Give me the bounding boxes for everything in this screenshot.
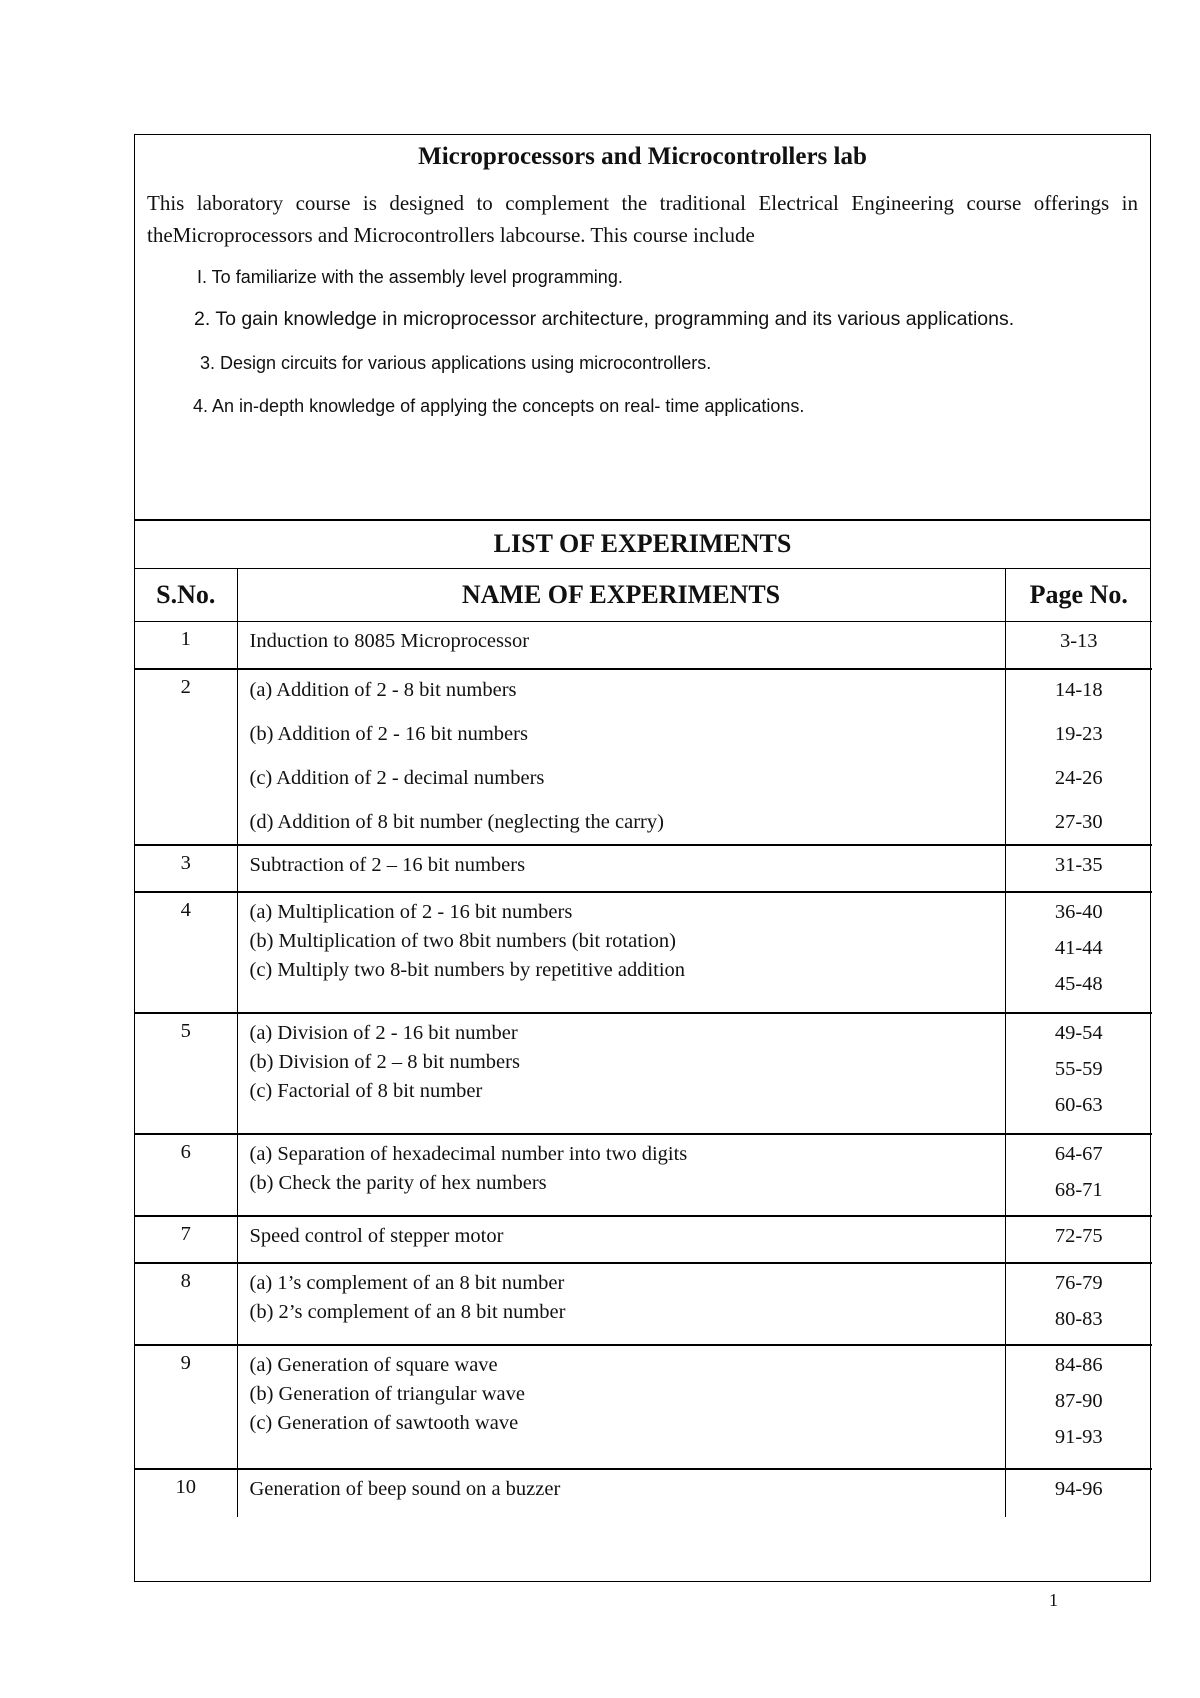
page-range: 91-93	[1054, 1425, 1103, 1448]
table-row	[135, 622, 1152, 669]
row-pages	[1005, 1013, 1152, 1134]
row-names	[237, 622, 1005, 669]
page-range: 14-18	[1054, 678, 1103, 701]
experiment-name: (c) Factorial of 8 bit number	[249, 1079, 483, 1102]
page-range: 76-79	[1054, 1271, 1103, 1294]
table-row	[135, 1134, 1152, 1216]
table-row	[135, 669, 1152, 845]
page-range: 72-75	[1054, 1224, 1103, 1247]
experiment-name: (a) Division of 2 - 16 bit number	[249, 1021, 518, 1044]
row-names	[237, 1134, 1005, 1216]
row-names	[237, 1345, 1005, 1469]
row-pages	[1005, 1134, 1152, 1216]
objective-2: 2. To gain knowledge in microprocessor architecture, programming and its various applications.	[194, 308, 1015, 330]
row-sno: 4	[135, 892, 237, 1013]
experiment-name: (a) Multiplication of 2 - 16 bit numbers	[249, 900, 573, 923]
page-range: 19-23	[1054, 722, 1103, 745]
page-range: 41-44	[1054, 936, 1103, 959]
row-names	[237, 669, 1005, 845]
row-names	[237, 845, 1005, 892]
row-sno: 5	[135, 1013, 237, 1134]
page-range: 94-96	[1054, 1477, 1103, 1500]
row-sno: 8	[135, 1263, 237, 1345]
page-range: 80-83	[1054, 1307, 1103, 1330]
row-pages	[1005, 1345, 1152, 1469]
experiment-name: (c) Generation of sawtooth wave	[249, 1411, 519, 1434]
document-frame	[134, 134, 1151, 1582]
row-pages	[1005, 1263, 1152, 1345]
page-range: 45-48	[1054, 972, 1103, 995]
objective-3: 3. Design circuits for various applications using microcontrollers.	[200, 353, 712, 373]
experiment-name: (c) Multiply two 8-bit numbers by repetitive addition	[249, 958, 686, 981]
row-sno: 2	[135, 669, 237, 845]
header-name: NAME OF EXPERIMENTS	[237, 569, 1005, 622]
experiment-name: (b) Multiplication of two 8bit numbers (bit rotation)	[249, 929, 676, 952]
page-range: 27-30	[1054, 810, 1103, 833]
row-names	[237, 1013, 1005, 1134]
table-row	[135, 1345, 1152, 1469]
table-row	[135, 1013, 1152, 1134]
row-pages	[1005, 1216, 1152, 1263]
page-range: 31-35	[1054, 853, 1103, 876]
experiments-body	[135, 622, 1152, 1517]
experiment-name: (a) Generation of square wave	[249, 1353, 498, 1376]
row-names	[237, 1469, 1005, 1517]
header-page: Page No.	[1005, 569, 1152, 622]
row-sno: 6	[135, 1134, 237, 1216]
page-range: 87-90	[1054, 1389, 1103, 1412]
page-range: 3-13	[1059, 630, 1098, 652]
row-sno: 9	[135, 1345, 237, 1469]
row-names	[237, 1263, 1005, 1345]
table-row	[135, 1216, 1152, 1263]
experiment-name: (c) Addition of 2 - decimal numbers	[249, 766, 545, 789]
table-header-row	[135, 569, 1152, 622]
row-names	[237, 1216, 1005, 1263]
row-names	[237, 892, 1005, 1013]
experiment-name: Induction to 8085 Microprocessor	[249, 630, 530, 652]
page-range: 64-67	[1054, 1142, 1103, 1165]
list-title: LIST OF EXPERIMENTS	[135, 519, 1150, 569]
row-pages	[1005, 892, 1152, 1013]
row-sno: 3	[135, 845, 237, 892]
header-sno: S.No.	[135, 569, 237, 622]
experiment-name: (b) Check the parity of hex numbers	[249, 1171, 547, 1194]
row-pages	[1005, 845, 1152, 892]
experiment-name: (b) Division of 2 – 8 bit numbers	[249, 1050, 520, 1073]
row-sno: 10	[135, 1469, 237, 1517]
table-row	[135, 1469, 1152, 1517]
experiment-name: Speed control of stepper motor	[249, 1224, 504, 1247]
table-row	[135, 892, 1152, 1013]
page-number: 1	[1049, 1590, 1058, 1610]
experiments-table	[135, 569, 1152, 1517]
course-intro	[135, 135, 1150, 520]
experiment-name: (a) 1’s complement of an 8 bit number	[249, 1271, 565, 1294]
experiment-name: (b) Generation of triangular wave	[249, 1382, 525, 1405]
page-range: 84-86	[1054, 1353, 1103, 1376]
experiment-name: (d) Addition of 8 bit number (neglecting the carry)	[249, 810, 664, 833]
page-range: 55-59	[1054, 1057, 1103, 1080]
experiment-name: Subtraction of 2 – 16 bit numbers	[249, 853, 526, 876]
page-range: 68-71	[1054, 1178, 1103, 1201]
table-row	[135, 845, 1152, 892]
experiment-name: Generation of beep sound on a buzzer	[249, 1477, 561, 1500]
row-pages	[1005, 622, 1152, 669]
experiment-name: (a) Addition of 2 - 8 bit numbers	[249, 678, 517, 701]
row-sno: 1	[135, 622, 237, 669]
table-row	[135, 1263, 1152, 1345]
course-title: Microprocessors and Microcontrollers lab	[418, 143, 867, 170]
row-pages	[1005, 669, 1152, 845]
objective-1: I. To familiarize with the assembly level programming.	[197, 267, 623, 287]
objective-4: 4. An in-depth knowledge of applying the concepts on real- time applications.	[193, 396, 805, 416]
row-sno: 7	[135, 1216, 237, 1263]
page-range: 36-40	[1054, 900, 1103, 923]
page-range: 60-63	[1054, 1093, 1103, 1116]
experiment-name: (b) Addition of 2 - 16 bit numbers	[249, 722, 528, 745]
page-range: 49-54	[1054, 1021, 1103, 1044]
page-range: 24-26	[1054, 766, 1103, 789]
experiment-name: (b) 2’s complement of an 8 bit number	[249, 1300, 566, 1323]
course-description: This laboratory course is designed to complement the traditional Electrical Engineering course offerings in theMicroprocessors and Microcontrollers labcourse. This course include	[147, 191, 1138, 247]
row-pages	[1005, 1469, 1152, 1517]
experiment-name: (a) Separation of hexadecimal number into two digits	[249, 1142, 688, 1165]
